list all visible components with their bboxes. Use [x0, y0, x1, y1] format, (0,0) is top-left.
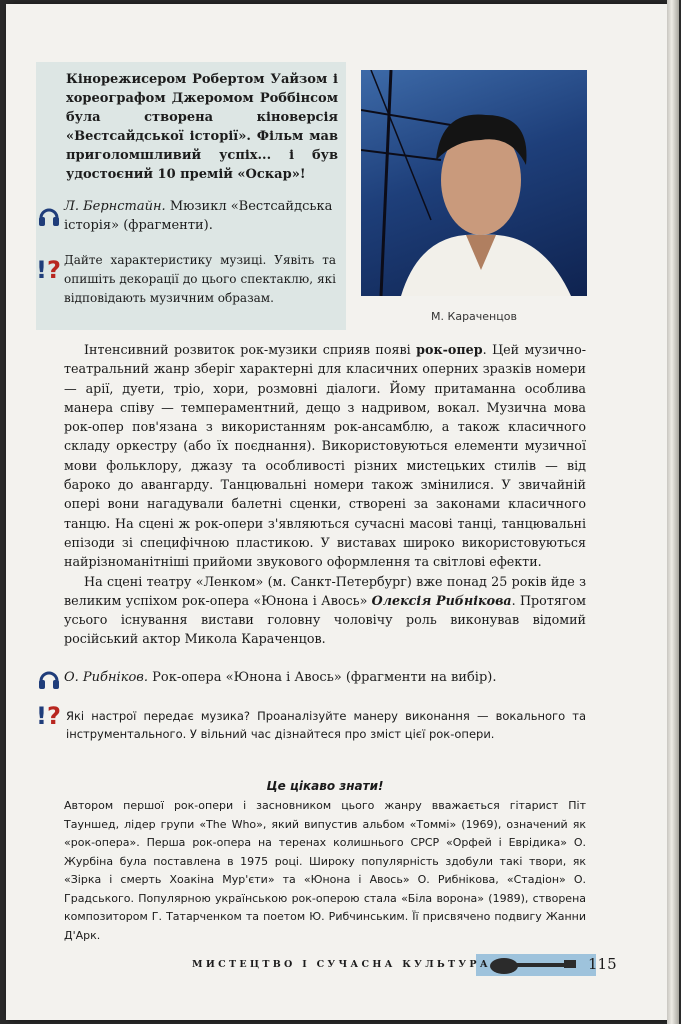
did-you-know-title: Це цікаво знати!: [266, 779, 384, 793]
listen-task-1: [64, 197, 336, 235]
question-1: Дайте характеристику музиці. Уявіть та опишіть декорації до цього спектаклю, які відповідають музичним образам.: [64, 253, 336, 305]
page-edge: [667, 0, 679, 1024]
main-text: [64, 340, 586, 649]
page-number: 115: [588, 955, 617, 973]
footer-title: МИСТЕЦТВО І СУЧАСНА КУЛЬТУРА: [192, 959, 491, 970]
guitar-icon: [488, 952, 578, 976]
photo-caption: М. Караченцов: [431, 310, 517, 323]
intro-text: Кінорежисером Робертом Уайзом і хореографом Джеромом Роббінсом була створена кіноверсія «Вестсайдської історії». Фільм мав приголомшливий успіх... і був удостоєний 10 премій «Оскар»!: [66, 72, 338, 182]
listen-work: Мюзикл «Вестсайдська історія» (фрагменти).: [64, 199, 333, 233]
book-page: [6, 4, 668, 1020]
karachentsov-photo: [361, 70, 587, 296]
paragraph-2: На сцені театру «Ленком» (м. Санкт-Петербург) вже понад 25 років йде з великим успіхом рок-опера «Юнона і Авось» Олексія Рибнікова. Протягом усього існування вистави головну чоловічу роль виконував відомий російський актор Микола Караченцов.: [64, 573, 586, 647]
listen-task-2: [64, 668, 584, 687]
paragraph-1: Інтенсивний розвиток рок-музики сприяв появі рок-опер. Цей музично-театральний жанр зберіг характерні для класичних оперних зразків номери — арії, дуети, тріо, хори, розмовні діалоги. Йому притаманна особлива манера співу — темпераментний, дещо з надривом, вокал. Музична мова рок-опер пов'язана з використанням рок-ансамблю, а також класичного складу оркестру (або їх поєднання). Використовуються елементи музичної мови фольклору, джазу та особливості різних мистецьких стилів — від бароко до авангарду. Танцювальні номери також змінилися. У звичайній опері вони нагадували балетні сценки, створені за законами класичного танцю. На сцені ж рок-опери з'являються сучасні масові танці, танцювальні епізоди зі специфічною пластикою. У виставах широко використовуються найрізноманітніші прийоми звукового оформлення та світлові ефекти.: [64, 342, 587, 570]
did-you-know-text: Автором першої рок-опери і засновником цього жанру вважається гітарист Піт Тауншед, лідер групи «The Who», який випустив альбом «Томмі» (1969), означений як «рок-опера». Перша рок-опера на теренах колишнього СРСР «Орфей і Еврідика» О. Журбіна була поставлена в 1975 році. Широку популярність здобули такі твори, як «Зірка і смерть Хоакіна Мур'єти» та «Юнона і Авось» О. Рибнікова, «Стадіон» О. Градського. Популярною українською рок-оперою стала «Біла ворона» (1989), створена композитором Г. Татарченком та поетом Ю. Рибчинським. Її присвячено подвигу Жанни Д'Арк.: [64, 799, 586, 942]
headphones-icon: [38, 667, 60, 691]
composer-name: О. Рибніков.: [64, 670, 148, 685]
composer-name: Л. Бернстайн.: [64, 199, 166, 214]
listen-work: Рок-опера «Юнона і Авось» (фрагменти на вибір).: [152, 670, 497, 685]
question-2: Які настрої передає музика? Проаналізуйте манеру виконання — вокального та інструментального. У вільний час дізнайтеся про зміст цієї рок-опери.: [66, 709, 586, 741]
question-icon: !?: [36, 702, 61, 730]
question-icon: !?: [36, 256, 61, 284]
headphones-icon: [38, 204, 60, 228]
